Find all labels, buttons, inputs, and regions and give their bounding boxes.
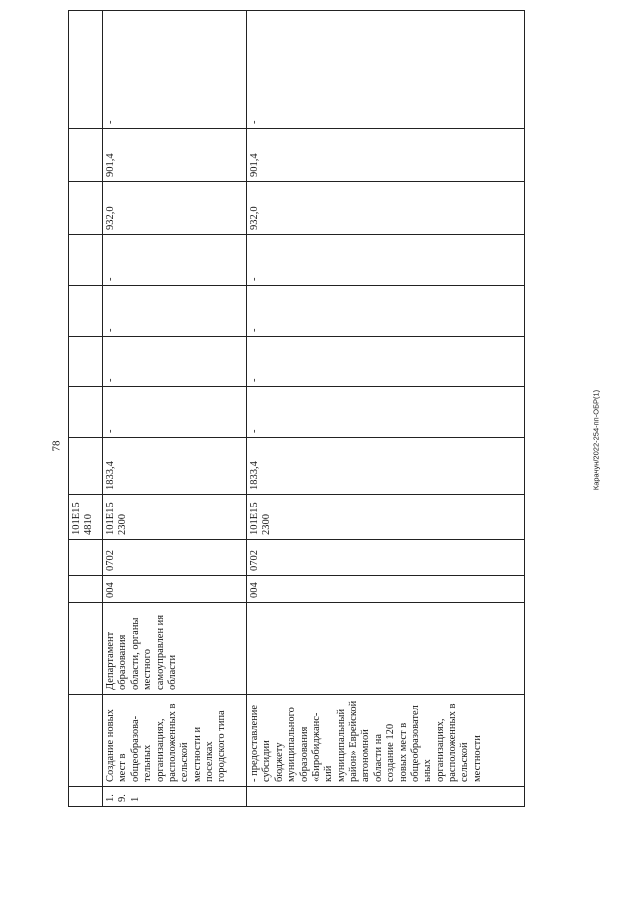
- measure-name: - предоставление субсидии бюджету муниципального образования «Биробиджанс-кий муниципальный район» Еврейской автономной области на создание 120 новых мест в общеобразовател ьных организациях, расположенных в сельской местности: [247, 695, 525, 787]
- value-cell: -: [103, 235, 247, 286]
- value-cell: 932,0: [103, 182, 247, 235]
- csr-code: 101E15 2300: [103, 495, 247, 540]
- value-cell: -: [247, 387, 525, 438]
- value-cell: -: [247, 235, 525, 286]
- value-cell: 901,4: [103, 129, 247, 182]
- table-row-header-fragment: [69, 11, 103, 807]
- table-row: [103, 11, 247, 807]
- rzpr-code: 0702: [103, 540, 247, 576]
- executor: Департамент образования области, органы местного самоуправлен ия области: [103, 603, 247, 695]
- rzpr-code: 0702: [247, 540, 525, 576]
- page-number: 78: [50, 440, 63, 452]
- value-cell: 932,0: [247, 182, 525, 235]
- csr-code: 101E15 2300: [247, 495, 525, 540]
- program-table: [68, 61, 524, 807]
- measure-name: Создание новых мест в общеобразова-тельных организациях, расположенных в сельской местности и поселках городского типа: [103, 695, 247, 787]
- value-cell: -: [103, 337, 247, 387]
- value-cell: -: [103, 387, 247, 438]
- row-number: [247, 787, 525, 807]
- value-cell: -: [247, 11, 525, 129]
- executor: [247, 603, 525, 695]
- table-row: [247, 11, 525, 807]
- value-cell: 1833,4: [247, 438, 525, 495]
- grbs-code: 004: [247, 576, 525, 603]
- row-number: 1.9.1: [103, 787, 247, 807]
- value-cell: -: [103, 11, 247, 129]
- value-cell: -: [247, 337, 525, 387]
- csr-top-cell: 101E15 4810: [69, 495, 103, 540]
- side-stamp-text: Карачун/2022-254-пп-ОБР(1): [591, 389, 601, 491]
- value-cell: -: [247, 286, 525, 337]
- grbs-code: 004: [103, 576, 247, 603]
- value-cell: 901,4: [247, 129, 525, 182]
- value-cell: -: [103, 286, 247, 337]
- value-cell: 1833,4: [103, 438, 247, 495]
